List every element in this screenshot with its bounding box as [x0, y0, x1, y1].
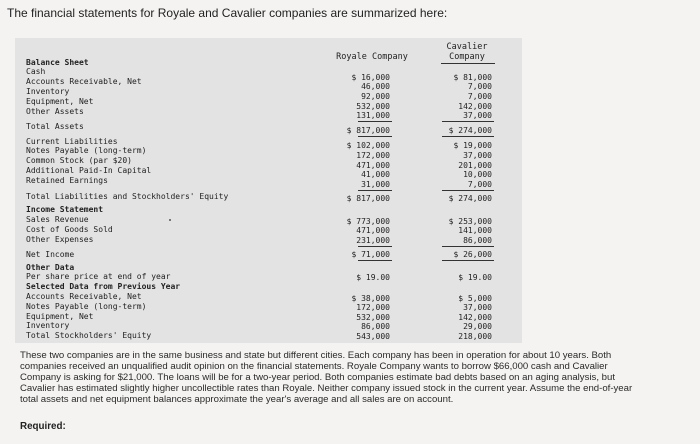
- royale-sales: $ 773,000: [346, 217, 390, 226]
- header-cavalier-line1: Cavalier: [446, 42, 488, 52]
- cavalier-cogs: 141,000: [458, 226, 492, 235]
- cavalier-total-liab-equity: $ 274,000: [448, 194, 492, 203]
- label-income-statement: Income Statement: [26, 205, 104, 214]
- cavalier-equipment: 142,000: [458, 102, 492, 111]
- cavalier-prev-equipment: 142,000: [458, 313, 492, 322]
- cavalier-cash: $ 81,000: [453, 73, 492, 82]
- label-sales-revenue: Sales Revenue: [26, 215, 89, 224]
- royale-total-assets: $ 817,000: [346, 126, 390, 135]
- label-total-assets: Total Assets: [26, 122, 84, 131]
- royale-current-liabilities: $ 102,000: [346, 141, 390, 150]
- royale-prev-equipment: 532,000: [356, 313, 390, 322]
- cavalier-rule-4: [442, 246, 494, 247]
- cavalier-ar: 7,000: [467, 82, 492, 91]
- cavalier-retained-earnings: 7,000: [467, 180, 492, 189]
- royale-prev-notes: 172,000: [356, 303, 390, 312]
- label-prev-inventory: Inventory: [26, 321, 70, 330]
- label-cogs: Cost of Goods Sold: [26, 225, 113, 234]
- label-retained-earnings: Retained Earnings: [26, 176, 108, 185]
- cavalier-prev-equity: 218,000: [458, 332, 492, 341]
- royale-other-expenses: 231,000: [356, 236, 390, 245]
- cavalier-net-income: $ 26,000: [453, 250, 492, 259]
- royale-apic: 41,000: [361, 170, 390, 179]
- cavalier-apic: 10,000: [463, 170, 492, 179]
- cavalier-common-stock: 201,000: [458, 161, 492, 170]
- label-total-liab-equity: Total Liabilities and Stockholders' Equity: [26, 192, 229, 201]
- label-prev-equipment: Equipment, Net: [26, 312, 94, 321]
- header-royale: Royale Company: [336, 52, 408, 62]
- cavalier-rule-3: [442, 190, 494, 191]
- royale-total-liab-equity: $ 817,000: [346, 194, 390, 203]
- royale-ar: 46,000: [361, 82, 390, 91]
- cavalier-current-liabilities: $ 19,000: [453, 141, 492, 150]
- label-equipment: Equipment, Net: [26, 97, 94, 106]
- header-underline: [441, 63, 495, 64]
- cavalier-share-price: $ 19.00: [458, 273, 492, 282]
- royale-cash: $ 16,000: [351, 73, 390, 82]
- royale-common-stock: 471,000: [356, 161, 390, 170]
- label-cash: Cash: [26, 67, 46, 76]
- label-accounts-receivable: Accounts Receivable, Net: [26, 77, 142, 86]
- cavalier-prev-ar: $ 5,000: [458, 294, 492, 303]
- royale-rule-1: [358, 121, 392, 122]
- royale-net-income: $ 71,000: [351, 250, 390, 259]
- cavalier-inventory: 7,000: [467, 92, 492, 101]
- label-net-income: Net Income: [26, 250, 75, 259]
- royale-other-assets: 131,000: [356, 111, 390, 120]
- problem-title: The financial statements for Royale and Cavalier companies are summarized here:: [7, 6, 448, 20]
- royale-prev-equity: 543,000: [356, 332, 390, 341]
- royale-rule-3: [358, 190, 392, 191]
- cavalier-total-assets: $ 274,000: [448, 126, 492, 135]
- cavalier-notes-payable: 37,000: [463, 151, 492, 160]
- cavalier-rule-1: [442, 121, 494, 122]
- royale-inventory: 92,000: [361, 92, 390, 101]
- label-notes-payable: Notes Payable (long-term): [26, 146, 147, 155]
- cavalier-sales: $ 253,000: [448, 217, 492, 226]
- problem-description: These two companies are in the same business and state but different cities. Each company has been in operation for about 10 years. Both companies received an unqualified audit opinion on the financial statements. Royale Company wants to borrow $66,000 cash and Cavalier Company is asking for $21,000. The loans will be for a two-year period. Both companies estimate bad debts based on an aging analysis, but Cavalier has estimated slightly higher uncollectible rates than Royale. Neither company issued stock in the current year. Assume the end-of-year total assets and net equipment balances approximate the year's average and all sales are on account.: [20, 350, 633, 405]
- label-prev-ar: Accounts Receivable, Net: [26, 292, 142, 301]
- label-prev-notes: Notes Payable (long-term): [26, 302, 147, 311]
- cavalier-rule-2: [442, 136, 494, 137]
- label-other-expenses: Other Expenses: [26, 235, 94, 244]
- label-selected-data: Selected Data from Previous Year: [26, 282, 181, 291]
- label-current-liabilities: Current Liabilities: [26, 137, 118, 146]
- royale-rule-5: [358, 260, 392, 261]
- label-apic: Additional Paid-In Capital: [26, 166, 152, 175]
- stray-dot: [169, 219, 171, 221]
- royale-equipment: 532,000: [356, 102, 390, 111]
- cavalier-rule-5: [442, 260, 494, 261]
- cavalier-prev-notes: 37,000: [463, 303, 492, 312]
- royale-cogs: 471,000: [356, 226, 390, 235]
- label-prev-equity: Total Stockholders' Equity: [26, 331, 152, 340]
- royale-share-price: $ 19.00: [356, 273, 390, 282]
- cavalier-other-assets: 37,000: [463, 111, 492, 120]
- royale-retained-earnings: 31,000: [361, 180, 390, 189]
- royale-prev-inventory: 86,000: [361, 322, 390, 331]
- royale-rule-2: [358, 136, 392, 137]
- label-common-stock: Common Stock (par $20): [26, 156, 132, 165]
- header-cavalier-line2: Company: [449, 52, 485, 62]
- royale-notes-payable: 172,000: [356, 151, 390, 160]
- royale-prev-ar: $ 38,000: [351, 294, 390, 303]
- label-share-price: Per share price at end of year: [26, 272, 171, 281]
- required-heading: Required:: [20, 421, 66, 432]
- cavalier-other-expenses: 86,000: [463, 236, 492, 245]
- royale-rule-4: [358, 246, 392, 247]
- label-inventory: Inventory: [26, 87, 70, 96]
- label-balance-sheet: Balance Sheet: [26, 58, 89, 67]
- cavalier-prev-inventory: 29,000: [463, 322, 492, 331]
- label-other-data: Other Data: [26, 263, 75, 272]
- label-other-assets: Other Assets: [26, 107, 84, 116]
